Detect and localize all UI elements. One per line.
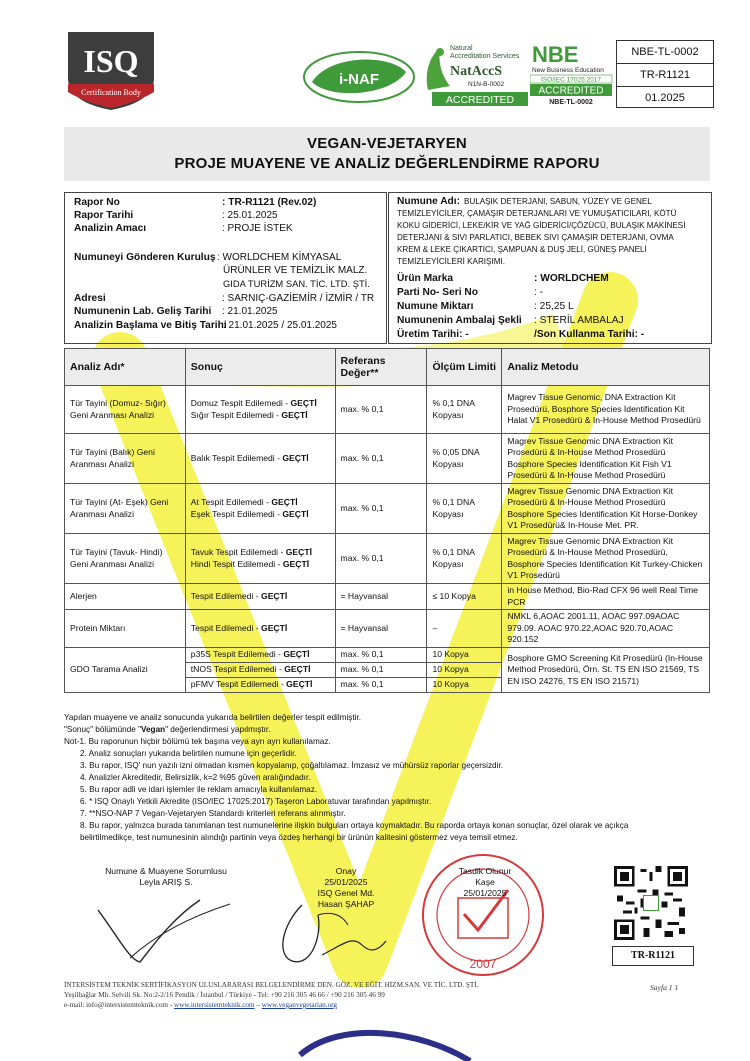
cell-analiz: Protein Miktarı	[65, 610, 186, 648]
natacc-logo	[420, 42, 530, 108]
signature-sampler: Numune & Muayene Sorumlusu Leyla ARIŞ S.	[105, 866, 227, 887]
note-line: Yapılan muayene ve analiz sonucunda yukarıda belirtilen değerler tespit edilmiştir.	[64, 713, 362, 722]
cell-olcum: 10 Kopya	[427, 678, 502, 693]
footer	[64, 980, 704, 1010]
cell-olcum: % 0,1 DNA Kopyası	[427, 534, 502, 584]
footer-contact: e-mail: info@intersistemteknik.com - www.intersistemteknik.com – www.veganvegetarian.org	[64, 1001, 338, 1009]
value-rapor-no: : TR-R1121 (Rev.02)	[222, 197, 317, 208]
report-code-box: TR-R1121	[612, 946, 694, 966]
signature-mark-approval	[262, 895, 392, 970]
cell-sonuc: pFMV Tespit Edilemedi - GEÇTİ	[185, 678, 335, 693]
accreditation-code: NBE-TL-0002	[617, 41, 713, 64]
note-line: 5. Bu rapor adli ve idari işlemler ile reklam amacıyla kullanılamaz.	[80, 785, 318, 794]
note-line: 7. **NSO-NAP 7 Vegan-Vejetaryen Standardı kriterleri referans alınmıştır.	[80, 809, 346, 818]
svg-text:ISO/IEC 17025:2017: ISO/IEC 17025:2017	[541, 76, 601, 84]
label-gelis: Numunenin Lab. Geliş Tarihi	[74, 306, 212, 317]
value-numune-adi-2: TEMİZLEYİCİLER, ÇAMAŞIR DETERJANLARI VE YUMUŞATICILARI, KÖTÜ	[397, 209, 677, 218]
note-line: 6. * ISQ Onaylı Yetkili Akredite (ISO/IEC 17025:2017) Taşeron Laboratuvar tarafından yapılmıştır.	[80, 797, 432, 806]
value-numune-adi-1: BULAŞIK DETERJANI, SABUN, YÜZEY VE GENEL	[464, 197, 652, 206]
value-ambalaj: : STERİL AMBALAJ	[534, 315, 624, 326]
label-parti: Parti No- Seri No	[397, 287, 478, 298]
table-row	[65, 584, 710, 610]
svg-text:N1N-B-0002: N1N-B-0002	[468, 81, 505, 88]
isq-logo-text: ISQ	[83, 43, 139, 79]
isq-logo	[58, 28, 164, 112]
label-gonderen: Numuneyi Gönderen Kuruluş	[74, 252, 216, 263]
page-number: Sayfa 1 1	[650, 983, 679, 992]
table-row	[65, 484, 710, 534]
website-link[interactable]: www.intersistemteknik.com	[174, 1001, 255, 1009]
report-title	[64, 127, 710, 181]
cell-olcum: 10 Kopya	[427, 663, 502, 678]
table-row	[65, 434, 710, 484]
cell-referans: max. % 0,1	[335, 484, 427, 534]
cell-sonuc: tNOS Tespit Edilemedi - GEÇTİ	[185, 663, 335, 678]
footer-address: Yeşilbağlar Mh. Selvili Sk. No:2-2/16 Pendik / İstanbul / Türkiye - Tel: +90 216 305 46 66 / +90 216 305 46 99	[64, 991, 385, 999]
value-analiz-amaci: : PROJE İSTEK	[222, 223, 293, 234]
cell-referans: max. % 0,1	[335, 663, 427, 678]
value-numune-adi-4: DETERJANI & SIVI PARLATICI, BEBEK SIVI ÇAMAŞIR DETERJANI, OVMA	[397, 233, 674, 242]
note-line: 4. Analizler Akreditedir, Belirsizlik, k=2 %95 güven aralığındadır.	[80, 773, 311, 782]
value-gelis: : 21.01.2025	[222, 306, 278, 317]
report-notes	[64, 712, 714, 844]
cell-metod: Magrev Tissue Genomic DNA Extraction Kit Prosedürü & In-House Method Prosedürü Bosphore Species Identification Kit Horse-Donkey V1 Prosedürü& In-House Met. PR.	[502, 484, 710, 534]
note-line: Not-1. Bu raporunun hiçbir bölümü tek başına veya ayrı ayrı kullanılamaz.	[64, 737, 331, 746]
col-olcum: Ölçüm Limiti	[427, 349, 502, 386]
label-rapor-tarihi: Rapor Tarihi	[74, 210, 134, 221]
table-row	[65, 610, 710, 648]
analysis-table	[64, 348, 710, 693]
cell-sonuc: Tespit Edilemedi - GEÇTİ	[185, 610, 335, 648]
inaf-logo-text: i-NAF	[339, 71, 379, 88]
note-line: "Sonuç" bölümünde "Vegan" değerlendirmesi yapılmıştır.	[64, 725, 271, 734]
cell-analiz: Alerjen	[65, 584, 186, 610]
value-adres: : SARNIÇ-GAZİEMİR / İZMİR / TR	[222, 293, 375, 304]
report-code: TR-R1121	[617, 64, 713, 87]
col-analiz-adi: Analiz Adı*	[65, 349, 186, 386]
note-line: 3. Bu rapor, ISQ' nun yazılı izni olmadan kısmen kopyalanıp, çoğaltılamaz. İmzasız ve mühürsüz raporlar geçersizdir.	[80, 761, 503, 770]
value-rapor-tarihi: : 25.01.2025	[222, 210, 278, 221]
value-gonderen-2: ÜRÜNLER VE TEMİZLİK MALZ.	[223, 265, 368, 276]
value-parti: : -	[534, 287, 544, 298]
value-numune-adi-5: KREM & LEKE ÇIKARTICI, ŞAMPUAN & DUŞ JELİ, GÜNEŞ PANELİ	[397, 245, 647, 254]
cell-referans: max. % 0,1	[335, 434, 427, 484]
note-line: 8. Bu rapor, yalnızca burada tanımlanan test numunelerine ilişkin bulguları ortaya koymaktadır. Bu raporda ortaya konan sonuçlar, özel olarak ve açıkça	[80, 821, 629, 830]
cell-analiz: Tür Tayini (Balık) Geni Aranması Analizi	[65, 434, 186, 484]
note-line: 2. Analiz sonuçları yukarıda belirtilen numune için geçerlidir.	[80, 749, 297, 758]
label-uretim: Üretim Tarihi: -	[397, 329, 469, 340]
label-miktar: Numune Miktarı	[397, 301, 474, 312]
cell-sonuc: Tavuk Tespit Edilemedi - GEÇTİ Hindi Tespit Edilemedi - GEÇTİ	[185, 534, 335, 584]
cell-metod: NMKL 6,AOAC 2001.11, AOAC 997.09AOAC 979.09. AOAC 970.22,AOAC 920.70,AOAC 920.152	[502, 610, 710, 648]
label-rapor-no: Rapor No	[74, 197, 120, 208]
label-adres: Adresi	[74, 293, 106, 304]
cell-analiz: Tür Tayini (At- Eşek) Geni Aranması Analizi	[65, 484, 186, 534]
cell-sonuc: Tespit Edilemedi - GEÇTİ	[185, 584, 335, 610]
svg-text:NatAccS: NatAccS	[450, 64, 503, 79]
label-marka: Ürün Marka	[397, 273, 454, 284]
signature-mark-left	[90, 890, 250, 970]
cell-olcum: % 0,05 DNA Kopyası	[427, 434, 502, 484]
col-referans: Referans Değer**	[335, 349, 427, 386]
svg-text:New Business Education: New Business Education	[532, 67, 604, 74]
inaf-logo	[300, 48, 418, 106]
cell-referans: = Hayvansal	[335, 610, 427, 648]
table-row	[65, 648, 710, 663]
value-numune-adi-6: TEMİZLEYİCİLERİ KARIŞIMI.	[397, 257, 505, 266]
signature-seal: Tasdik Olunur Kaşe 25/01/2025	[458, 866, 512, 898]
cell-olcum: ≤ 10 Kopya	[427, 584, 502, 610]
isq-logo-sub: Certification Body	[81, 88, 141, 97]
title-line-2: PROJE MUAYENE VE ANALİZ DEĞERLENDİRME RAPORU	[174, 155, 600, 172]
cell-referans: max. % 0,1	[335, 648, 427, 663]
svg-text:Natural: Natural	[450, 45, 473, 52]
cell-metod: Magrev Tissue Genomic, DNA Extraction Kit Prosedürü, Bosphore Species İdentification Kit Halat V1 Prosedürü & In-House Method Prosedürü	[502, 386, 710, 434]
cell-metod: Bosphore GMO Screening Kit Prosedürü (In-House Method Prosedürü, Örn. St. TS EN ISO 21569, TS EN ISO 24276, TS EN ISO 21571)	[502, 648, 710, 693]
note-line: belirtilmedikçe, test numunesinin alındığı partinin veya özdeş herhangi bir ürünün kalitesini göstermez veya temsil etmez.	[80, 833, 518, 842]
label-ambalaj: Numunenin Ambalaj Şekli	[397, 315, 522, 326]
cell-olcum: % 0,1 DNA Kopyası	[427, 386, 502, 434]
cell-referans: max. % 0,1	[335, 386, 427, 434]
cell-analiz: GDO Tarama Analizi	[65, 648, 186, 693]
value-numune-adi-3: KOKU GİDERİCİ, LEKE/KİR VE YAĞ GİDERİCİ/ÇÖZÜCÜ, BULAŞIK MAKİNESİ	[397, 221, 686, 230]
cell-olcum: 10 Kopya	[427, 648, 502, 663]
cell-sonuc: Domuz Tespit Edilemedi - GEÇTİ Sığır Tespit Edilemedi - GEÇTİ	[185, 386, 335, 434]
report-month: 01.2025	[645, 92, 685, 104]
table-header	[65, 349, 710, 386]
cell-sonuc: At Tespit Edilemedi - GEÇTİ Eşek Tespit Edilemedi - GEÇTİ	[185, 484, 335, 534]
label-baslama: Analizin Başlama ve Bitiş Tarihi	[74, 320, 227, 331]
col-metod: Analiz Metodu	[502, 349, 710, 386]
footer-company: İNTERSİSTEM TEKNİK SERTİFİKASYON ULUSLARARASI BELGELENDİRME DEN. GÖZ. VE EĞİT. HİZM.SAN. VE TİC. LTD. ŞTİ.	[64, 981, 479, 989]
svg-text:Accreditation Services: Accreditation Services	[450, 53, 520, 60]
label-analiz-amaci: Analizin Amacı	[74, 223, 147, 234]
report-info-panel	[64, 192, 387, 344]
col-sonuc: Sonuç	[185, 349, 335, 386]
value-marka: : WORLDCHEM	[534, 273, 609, 284]
svg-text:NBE: NBE	[532, 42, 579, 67]
qr-code[interactable]	[614, 866, 688, 940]
cell-metod: in House Method, Bio-Rad CFX 96 well Real Time PCR	[502, 584, 710, 610]
signature-approval: Onay 25/01/2025 ISQ Genel Md. Hasan ŞAHAP	[317, 866, 375, 909]
cell-referans: max. % 0,1	[335, 534, 427, 584]
label-numune-adi: Numune Adı:	[397, 196, 461, 207]
cell-analiz: Tür Tayini (Domuz- Sığır) Geni Aranması Analizi	[65, 386, 186, 434]
value-baslama: : 21.01.2025 / 25.01.2025	[223, 320, 337, 331]
label-skt: /Son Kullanma Tarihi: -	[534, 329, 645, 340]
title-line-1: VEGAN-VEJETARYEN	[307, 135, 467, 152]
svg-text:ACCREDITED: ACCREDITED	[445, 94, 515, 106]
cell-referans: max. % 0,1	[335, 678, 427, 693]
value-gonderen-1: : WORLDCHEM KİMYASAL	[217, 252, 342, 263]
table-row	[65, 534, 710, 584]
cell-analiz: Tür Tayini (Tavuk- Hindi) Geni Aranması Analizi	[65, 534, 186, 584]
value-gonderen-3: GIDA TURİZM SAN. TİC. LTD. ŞTİ.	[223, 278, 370, 289]
cell-sonuc: p35S Tespit Edilemedi - GEÇTİ	[185, 648, 335, 663]
cell-referans: = Hayvansal	[335, 584, 427, 610]
cell-olcum: % 0,1 DNA Kopyası	[427, 484, 502, 534]
svg-text:NBE-TL-0002: NBE-TL-0002	[549, 99, 593, 106]
table-row	[65, 386, 710, 434]
stamp-year: 2007	[469, 957, 497, 971]
vegan-website-link[interactable]: www.veganvegetarian.org	[261, 1001, 338, 1009]
sample-info-panel	[388, 192, 712, 344]
nbe-logo	[530, 42, 616, 108]
cell-sonuc: Balık Tespit Edilemedi - GEÇTİ	[185, 434, 335, 484]
cell-olcum: –	[427, 610, 502, 648]
cell-metod: Magrev Tissue Genomic DNA Extraction Kit Prosedürü & In-House Method Prosedürü, Bosphore Species Identification Kit Turkey-Chicken V1 Prosedürü	[502, 534, 710, 584]
cell-metod: Magrev Tissue Genomic DNA Extraction Kit Prosedürü & In-House Method Prosedürü Bosphore Species Identification Kit Fish V1 Prosedürü & In-House Method Prosedürü	[502, 434, 710, 484]
value-miktar: : 25,25 L	[534, 301, 574, 312]
reference-box	[616, 40, 714, 108]
svg-text:ACCREDITED: ACCREDITED	[538, 85, 604, 97]
